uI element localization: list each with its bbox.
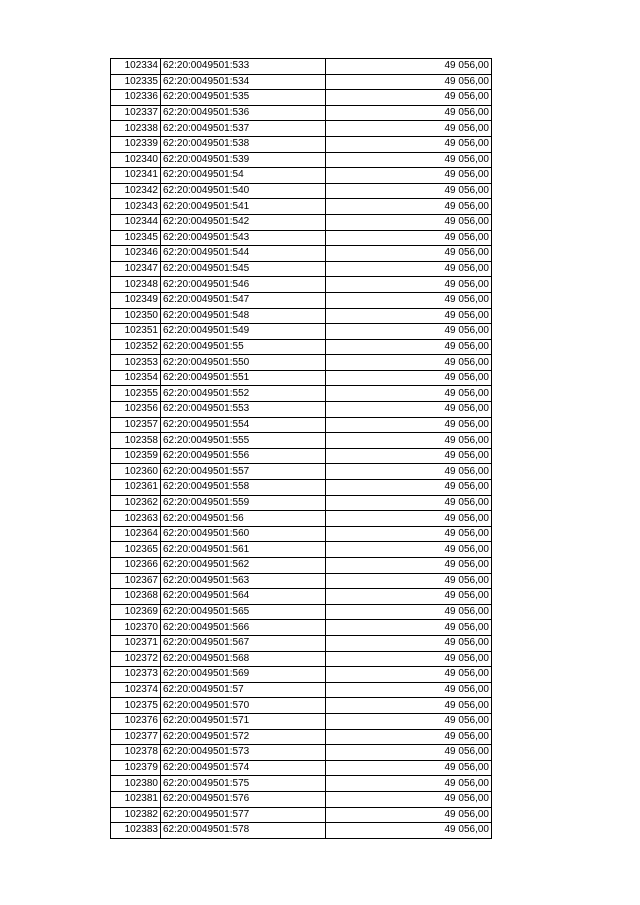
- cadastral-number-cell: 62:20:0049501:545: [161, 261, 326, 277]
- row-number-cell: 102341: [111, 168, 161, 184]
- cadastral-value-cell: 49 056,00: [326, 74, 492, 90]
- row-number-cell: 102355: [111, 386, 161, 402]
- table-row: [111, 324, 492, 340]
- cadastral-number-cell: 62:20:0049501:534: [161, 74, 326, 90]
- cadastral-value-cell: 49 056,00: [326, 402, 492, 418]
- cadastral-number-cell: 62:20:0049501:553: [161, 402, 326, 418]
- cadastral-number-cell: 62:20:0049501:561: [161, 542, 326, 558]
- cadastral-value-cell: 49 056,00: [326, 713, 492, 729]
- cadastral-value-cell: 49 056,00: [326, 59, 492, 75]
- cadastral-number-cell: 62:20:0049501:552: [161, 386, 326, 402]
- table-row: [111, 480, 492, 496]
- cadastral-value-cell: 49 056,00: [326, 308, 492, 324]
- cadastral-number-cell: 62:20:0049501:56: [161, 511, 326, 527]
- row-number-cell: 102379: [111, 760, 161, 776]
- table-row: [111, 292, 492, 308]
- row-number-cell: 102361: [111, 480, 161, 496]
- table-row: [111, 214, 492, 230]
- table-row: [111, 105, 492, 121]
- table-row: [111, 74, 492, 90]
- row-number-cell: 102377: [111, 729, 161, 745]
- cadastral-number-cell: 62:20:0049501:548: [161, 308, 326, 324]
- row-number-cell: 102352: [111, 339, 161, 355]
- row-number-cell: 102347: [111, 261, 161, 277]
- cadastral-value-cell: 49 056,00: [326, 136, 492, 152]
- cadastral-number-cell: 62:20:0049501:576: [161, 791, 326, 807]
- cadastral-number-cell: 62:20:0049501:572: [161, 729, 326, 745]
- row-number-cell: 102370: [111, 620, 161, 636]
- cadastral-number-cell: 62:20:0049501:535: [161, 90, 326, 106]
- table-row: [111, 542, 492, 558]
- table-row: [111, 573, 492, 589]
- row-number-cell: 102350: [111, 308, 161, 324]
- table-row: [111, 635, 492, 651]
- cadastral-value-cell: 49 056,00: [326, 121, 492, 137]
- table-row: [111, 90, 492, 106]
- row-number-cell: 102356: [111, 402, 161, 418]
- table-row: [111, 386, 492, 402]
- row-number-cell: 102353: [111, 355, 161, 371]
- cadastral-number-cell: 62:20:0049501:565: [161, 604, 326, 620]
- cadastral-number-cell: 62:20:0049501:537: [161, 121, 326, 137]
- row-number-cell: 102342: [111, 183, 161, 199]
- row-number-cell: 102334: [111, 59, 161, 75]
- row-number-cell: 102365: [111, 542, 161, 558]
- cadastral-value-cell: 49 056,00: [326, 168, 492, 184]
- cadastral-number-cell: 62:20:0049501:578: [161, 823, 326, 839]
- cadastral-value-cell: 49 056,00: [326, 199, 492, 215]
- row-number-cell: 102354: [111, 370, 161, 386]
- cadastral-value-cell: 49 056,00: [326, 729, 492, 745]
- row-number-cell: 102362: [111, 495, 161, 511]
- table-row: [111, 261, 492, 277]
- cadastral-value-cell: 49 056,00: [326, 620, 492, 636]
- row-number-cell: 102338: [111, 121, 161, 137]
- table-row: [111, 402, 492, 418]
- cadastral-number-cell: 62:20:0049501:557: [161, 464, 326, 480]
- cadastral-number-cell: 62:20:0049501:551: [161, 370, 326, 386]
- cadastral-value-cell: 49 056,00: [326, 324, 492, 340]
- cadastral-number-cell: 62:20:0049501:575: [161, 776, 326, 792]
- table-row: [111, 698, 492, 714]
- cadastral-value-cell: 49 056,00: [326, 542, 492, 558]
- table-row: [111, 464, 492, 480]
- row-number-cell: 102357: [111, 417, 161, 433]
- cadastral-value-cell: 49 056,00: [326, 152, 492, 168]
- cadastral-value-cell: 49 056,00: [326, 246, 492, 262]
- row-number-cell: 102351: [111, 324, 161, 340]
- row-number-cell: 102371: [111, 635, 161, 651]
- row-number-cell: 102381: [111, 791, 161, 807]
- row-number-cell: 102375: [111, 698, 161, 714]
- cadastral-value-cell: 49 056,00: [326, 604, 492, 620]
- cadastral-number-cell: 62:20:0049501:544: [161, 246, 326, 262]
- cadastral-number-cell: 62:20:0049501:55: [161, 339, 326, 355]
- table-row: [111, 277, 492, 293]
- row-number-cell: 102372: [111, 651, 161, 667]
- table-row: [111, 776, 492, 792]
- cadastral-value-cell: 49 056,00: [326, 651, 492, 667]
- cadastral-number-cell: 62:20:0049501:57: [161, 682, 326, 698]
- cadastral-number-cell: 62:20:0049501:540: [161, 183, 326, 199]
- table-row: [111, 729, 492, 745]
- table-body: [111, 59, 492, 839]
- cadastral-value-cell: 49 056,00: [326, 682, 492, 698]
- cadastral-number-cell: 62:20:0049501:560: [161, 526, 326, 542]
- table-row: [111, 620, 492, 636]
- cadastral-number-cell: 62:20:0049501:564: [161, 589, 326, 605]
- cadastral-value-cell: 49 056,00: [326, 433, 492, 449]
- row-number-cell: 102348: [111, 277, 161, 293]
- cadastral-number-cell: 62:20:0049501:569: [161, 667, 326, 683]
- cadastral-value-cell: 49 056,00: [326, 277, 492, 293]
- table-row: [111, 745, 492, 761]
- cadastral-number-cell: 62:20:0049501:559: [161, 495, 326, 511]
- row-number-cell: 102373: [111, 667, 161, 683]
- row-number-cell: 102337: [111, 105, 161, 121]
- cadastral-value-cell: 49 056,00: [326, 370, 492, 386]
- row-number-cell: 102346: [111, 246, 161, 262]
- table-row: [111, 230, 492, 246]
- row-number-cell: 102368: [111, 589, 161, 605]
- cadastral-value-cell: 49 056,00: [326, 214, 492, 230]
- row-number-cell: 102358: [111, 433, 161, 449]
- cadastral-value-cell: 49 056,00: [326, 776, 492, 792]
- table-row: [111, 152, 492, 168]
- row-number-cell: 102363: [111, 511, 161, 527]
- table-row: [111, 667, 492, 683]
- cadastral-number-cell: 62:20:0049501:570: [161, 698, 326, 714]
- cadastral-value-cell: 49 056,00: [326, 183, 492, 199]
- cadastral-value-table: [110, 58, 492, 839]
- row-number-cell: 102344: [111, 214, 161, 230]
- table-row: [111, 526, 492, 542]
- row-number-cell: 102378: [111, 745, 161, 761]
- table-row: [111, 246, 492, 262]
- table-row: [111, 199, 492, 215]
- table-row: [111, 682, 492, 698]
- table-row: [111, 589, 492, 605]
- row-number-cell: 102364: [111, 526, 161, 542]
- row-number-cell: 102376: [111, 713, 161, 729]
- cadastral-value-cell: 49 056,00: [326, 573, 492, 589]
- cadastral-number-cell: 62:20:0049501:571: [161, 713, 326, 729]
- cadastral-number-cell: 62:20:0049501:547: [161, 292, 326, 308]
- cadastral-value-cell: 49 056,00: [326, 417, 492, 433]
- cadastral-number-cell: 62:20:0049501:549: [161, 324, 326, 340]
- row-number-cell: 102339: [111, 136, 161, 152]
- cadastral-value-cell: 49 056,00: [326, 698, 492, 714]
- cadastral-number-cell: 62:20:0049501:573: [161, 745, 326, 761]
- row-number-cell: 102335: [111, 74, 161, 90]
- row-number-cell: 102380: [111, 776, 161, 792]
- cadastral-number-cell: 62:20:0049501:574: [161, 760, 326, 776]
- table-row: [111, 355, 492, 371]
- table-row: [111, 823, 492, 839]
- table-row: [111, 59, 492, 75]
- cadastral-number-cell: 62:20:0049501:54: [161, 168, 326, 184]
- table-row: [111, 308, 492, 324]
- row-number-cell: 102374: [111, 682, 161, 698]
- cadastral-value-cell: 49 056,00: [326, 448, 492, 464]
- table-row: [111, 121, 492, 137]
- cadastral-number-cell: 62:20:0049501:539: [161, 152, 326, 168]
- cadastral-value-cell: 49 056,00: [326, 261, 492, 277]
- table-row: [111, 183, 492, 199]
- cadastral-value-cell: 49 056,00: [326, 526, 492, 542]
- cadastral-number-cell: 62:20:0049501:550: [161, 355, 326, 371]
- table-row: [111, 713, 492, 729]
- table-row: [111, 339, 492, 355]
- row-number-cell: 102382: [111, 807, 161, 823]
- cadastral-number-cell: 62:20:0049501:555: [161, 433, 326, 449]
- cadastral-value-cell: 49 056,00: [326, 495, 492, 511]
- cadastral-value-cell: 49 056,00: [326, 480, 492, 496]
- cadastral-value-cell: 49 056,00: [326, 464, 492, 480]
- table-row: [111, 495, 492, 511]
- cadastral-number-cell: 62:20:0049501:541: [161, 199, 326, 215]
- cadastral-value-cell: 49 056,00: [326, 339, 492, 355]
- cadastral-value-cell: 49 056,00: [326, 807, 492, 823]
- table-row: [111, 417, 492, 433]
- cadastral-value-cell: 49 056,00: [326, 667, 492, 683]
- cadastral-number-cell: 62:20:0049501:567: [161, 635, 326, 651]
- cadastral-value-cell: 49 056,00: [326, 105, 492, 121]
- cadastral-number-cell: 62:20:0049501:566: [161, 620, 326, 636]
- cadastral-value-cell: 49 056,00: [326, 511, 492, 527]
- table-row: [111, 433, 492, 449]
- table-row: [111, 651, 492, 667]
- cadastral-value-cell: 49 056,00: [326, 823, 492, 839]
- row-number-cell: 102340: [111, 152, 161, 168]
- row-number-cell: 102360: [111, 464, 161, 480]
- row-number-cell: 102349: [111, 292, 161, 308]
- row-number-cell: 102383: [111, 823, 161, 839]
- cadastral-value-cell: 49 056,00: [326, 558, 492, 574]
- row-number-cell: 102343: [111, 199, 161, 215]
- cadastral-value-cell: 49 056,00: [326, 386, 492, 402]
- cadastral-number-cell: 62:20:0049501:533: [161, 59, 326, 75]
- row-number-cell: 102367: [111, 573, 161, 589]
- table-row: [111, 448, 492, 464]
- table-row: [111, 168, 492, 184]
- cadastral-number-cell: 62:20:0049501:556: [161, 448, 326, 464]
- table-row: [111, 791, 492, 807]
- cadastral-number-cell: 62:20:0049501:554: [161, 417, 326, 433]
- cadastral-number-cell: 62:20:0049501:543: [161, 230, 326, 246]
- cadastral-number-cell: 62:20:0049501:558: [161, 480, 326, 496]
- cadastral-value-cell: 49 056,00: [326, 635, 492, 651]
- table-row: [111, 136, 492, 152]
- cadastral-value-cell: 49 056,00: [326, 230, 492, 246]
- cadastral-value-cell: 49 056,00: [326, 292, 492, 308]
- row-number-cell: 102366: [111, 558, 161, 574]
- cadastral-value-cell: 49 056,00: [326, 760, 492, 776]
- table-row: [111, 760, 492, 776]
- table-row: [111, 604, 492, 620]
- table-row: [111, 511, 492, 527]
- cadastral-number-cell: 62:20:0049501:542: [161, 214, 326, 230]
- cadastral-number-cell: 62:20:0049501:546: [161, 277, 326, 293]
- table-row: [111, 807, 492, 823]
- cadastral-number-cell: 62:20:0049501:563: [161, 573, 326, 589]
- table-row: [111, 558, 492, 574]
- row-number-cell: 102345: [111, 230, 161, 246]
- row-number-cell: 102336: [111, 90, 161, 106]
- cadastral-number-cell: 62:20:0049501:536: [161, 105, 326, 121]
- cadastral-value-cell: 49 056,00: [326, 355, 492, 371]
- cadastral-value-cell: 49 056,00: [326, 791, 492, 807]
- cadastral-value-cell: 49 056,00: [326, 589, 492, 605]
- cadastral-number-cell: 62:20:0049501:577: [161, 807, 326, 823]
- row-number-cell: 102369: [111, 604, 161, 620]
- cadastral-value-cell: 49 056,00: [326, 745, 492, 761]
- row-number-cell: 102359: [111, 448, 161, 464]
- table-row: [111, 370, 492, 386]
- cadastral-number-cell: 62:20:0049501:562: [161, 558, 326, 574]
- cadastral-value-cell: 49 056,00: [326, 90, 492, 106]
- cadastral-number-cell: 62:20:0049501:538: [161, 136, 326, 152]
- cadastral-number-cell: 62:20:0049501:568: [161, 651, 326, 667]
